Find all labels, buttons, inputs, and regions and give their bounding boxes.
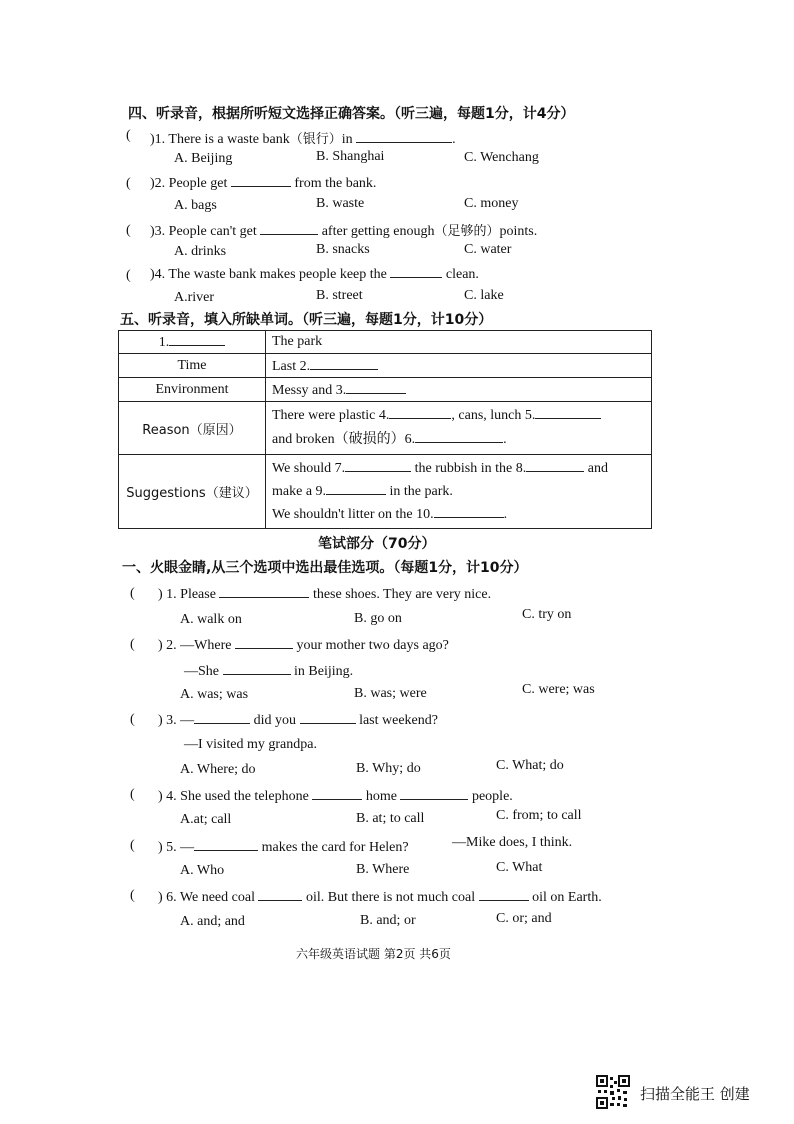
listening-table bbox=[118, 330, 652, 529]
w-q4-option-c[interactable]: C. from; to call bbox=[496, 808, 582, 823]
answer-paren: ( bbox=[130, 838, 135, 853]
row-suggestions-value: We should 7. the rubbish in the 8. and make a 9. in the park. We shouldn't litter on the 10. . bbox=[266, 455, 652, 529]
w-q2-option-b[interactable]: B. was; were bbox=[354, 686, 427, 701]
s4-q2-option-c[interactable]: C. money bbox=[464, 196, 519, 211]
answer-blank[interactable] bbox=[356, 130, 452, 143]
w-q6-option-c[interactable]: C. or; and bbox=[496, 911, 552, 926]
w-q1-option-b[interactable]: B. go on bbox=[354, 611, 402, 626]
answer-paren: ( bbox=[130, 586, 135, 601]
row-1-label: 1. bbox=[119, 331, 266, 354]
s4-q2-option-a[interactable]: A. bags bbox=[174, 198, 217, 213]
scanner-watermark: 扫描全能王 创建 bbox=[640, 1085, 750, 1103]
written-question-1: ) 1. Please these shoes. They are very nice. bbox=[158, 587, 492, 602]
w-q2-option-a[interactable]: A. was; was bbox=[180, 687, 249, 702]
answer-blank[interactable] bbox=[479, 888, 529, 901]
answer-blank[interactable] bbox=[400, 787, 468, 800]
w-q5-option-a[interactable]: A. Who bbox=[180, 863, 225, 878]
answer-blank[interactable] bbox=[223, 662, 291, 675]
answer-blank[interactable] bbox=[260, 222, 318, 235]
written-question-2-line-2: —She in Beijing. bbox=[184, 664, 354, 679]
s4-q3-option-c[interactable]: C. water bbox=[464, 242, 512, 257]
s4-q1-option-c[interactable]: C. Wenchang bbox=[464, 150, 539, 165]
w-q3-option-b[interactable]: B. Why; do bbox=[356, 761, 421, 776]
s4-q2-option-b[interactable]: B. waste bbox=[316, 196, 365, 211]
answer-blank[interactable] bbox=[535, 406, 601, 419]
written-question-6: ) 6. We need coal oil. But there is not much coal oil on Earth. bbox=[158, 890, 602, 905]
w-q6-option-b[interactable]: B. and; or bbox=[360, 913, 416, 928]
answer-blank[interactable] bbox=[169, 333, 225, 346]
row-suggestions-label: Suggestions（建议） bbox=[119, 455, 266, 529]
w-q2-option-c[interactable]: C. were; was bbox=[522, 682, 595, 697]
written-question-5: ) 5. — makes the card for Helen? bbox=[158, 840, 409, 855]
answer-blank[interactable] bbox=[194, 711, 250, 724]
s4-q3-option-a[interactable]: A. drinks bbox=[174, 244, 227, 259]
row-environment-label: Environment bbox=[119, 378, 266, 402]
row-1-value: The park bbox=[266, 331, 652, 354]
answer-paren: ( bbox=[126, 128, 131, 143]
s4-question-1: )1. There is a waste bank（银行）in . bbox=[150, 132, 456, 147]
answer-blank[interactable] bbox=[235, 636, 293, 649]
answer-paren: ( bbox=[130, 787, 135, 802]
s4-question-3: )3. People can't get after getting enough（足够的）points. bbox=[150, 224, 538, 239]
answer-blank[interactable] bbox=[326, 482, 386, 495]
written-question-2: ) 2. —Where your mother two days ago? bbox=[158, 638, 449, 653]
section-5-title: 五、听录音，填入所缺单词。（听三遍，每题1分，计10分） bbox=[120, 312, 493, 328]
w-q3-option-a[interactable]: A. Where; do bbox=[180, 762, 256, 777]
answer-paren: ( bbox=[130, 888, 135, 903]
s4-q3-option-b[interactable]: B. snacks bbox=[316, 242, 370, 257]
page-footer: 六年级英语试题 第2页 共6页 bbox=[296, 947, 451, 961]
answer-blank[interactable] bbox=[345, 459, 411, 472]
answer-paren: ( bbox=[130, 637, 135, 652]
row-reason-value: There were plastic 4. , cans, lunch 5. and broken（破损的）6. . bbox=[266, 402, 652, 455]
w-q5-option-b[interactable]: B. Where bbox=[356, 862, 410, 877]
section-4-title: 四、听录音，根据所听短文选择正确答案。（听三遍，每题1分，计4分） bbox=[128, 106, 575, 122]
answer-paren: ( bbox=[130, 712, 135, 727]
answer-blank[interactable] bbox=[346, 381, 406, 394]
written-question-5-reply: —Mike does, I think. bbox=[452, 835, 573, 850]
row-time-value: Last 2. bbox=[266, 354, 652, 378]
answer-blank[interactable] bbox=[300, 711, 356, 724]
answer-blank[interactable] bbox=[310, 357, 378, 370]
s4-q1-option-a[interactable]: A. Beijing bbox=[174, 151, 233, 166]
answer-blank[interactable] bbox=[526, 459, 584, 472]
qr-code-icon bbox=[596, 1075, 630, 1109]
answer-blank[interactable] bbox=[219, 585, 309, 598]
s4-question-2: )2. People get from the bank. bbox=[150, 176, 377, 191]
answer-blank[interactable] bbox=[231, 174, 291, 187]
s4-q4-option-a[interactable]: A.river bbox=[174, 290, 215, 305]
written-part-1-title: 一、火眼金睛,从三个选项中选出最佳选项。（每题1分，计10分） bbox=[122, 560, 528, 576]
w-q1-option-c[interactable]: C. try on bbox=[522, 607, 572, 622]
answer-blank[interactable] bbox=[258, 888, 302, 901]
s4-q4-option-c[interactable]: C. lake bbox=[464, 288, 504, 303]
s4-q4-option-b[interactable]: B. street bbox=[316, 288, 363, 303]
w-q4-option-a[interactable]: A.at; call bbox=[180, 812, 232, 827]
answer-blank[interactable] bbox=[415, 430, 503, 443]
answer-blank[interactable] bbox=[389, 406, 451, 419]
w-q3-option-c[interactable]: C. What; do bbox=[496, 758, 564, 773]
answer-blank[interactable] bbox=[434, 505, 504, 518]
answer-paren: ( bbox=[126, 268, 131, 283]
answer-blank[interactable] bbox=[194, 838, 258, 851]
w-q5-option-c[interactable]: C. What bbox=[496, 860, 543, 875]
s4-question-4: )4. The waste bank makes people keep the clean. bbox=[150, 267, 479, 282]
answer-paren: ( bbox=[126, 223, 131, 238]
w-q6-option-a[interactable]: A. and; and bbox=[180, 914, 245, 929]
s4-q1-option-b[interactable]: B. Shanghai bbox=[316, 149, 385, 164]
row-environment-value: Messy and 3. bbox=[266, 378, 652, 402]
answer-paren: ( bbox=[126, 176, 131, 191]
written-part-title: 笔试部分（70分） bbox=[318, 536, 436, 552]
row-time-label: Time bbox=[119, 354, 266, 378]
written-question-3: ) 3. — did you last weekend? bbox=[158, 713, 438, 728]
answer-blank[interactable] bbox=[312, 787, 362, 800]
row-reason-label: Reason（原因） bbox=[119, 402, 266, 455]
w-q1-option-a[interactable]: A. walk on bbox=[180, 612, 242, 627]
w-q4-option-b[interactable]: B. at; to call bbox=[356, 811, 425, 826]
answer-blank[interactable] bbox=[390, 265, 442, 278]
written-question-4: ) 4. She used the telephone home people. bbox=[158, 789, 513, 804]
written-question-3-reply: —I visited my grandpa. bbox=[184, 737, 317, 752]
